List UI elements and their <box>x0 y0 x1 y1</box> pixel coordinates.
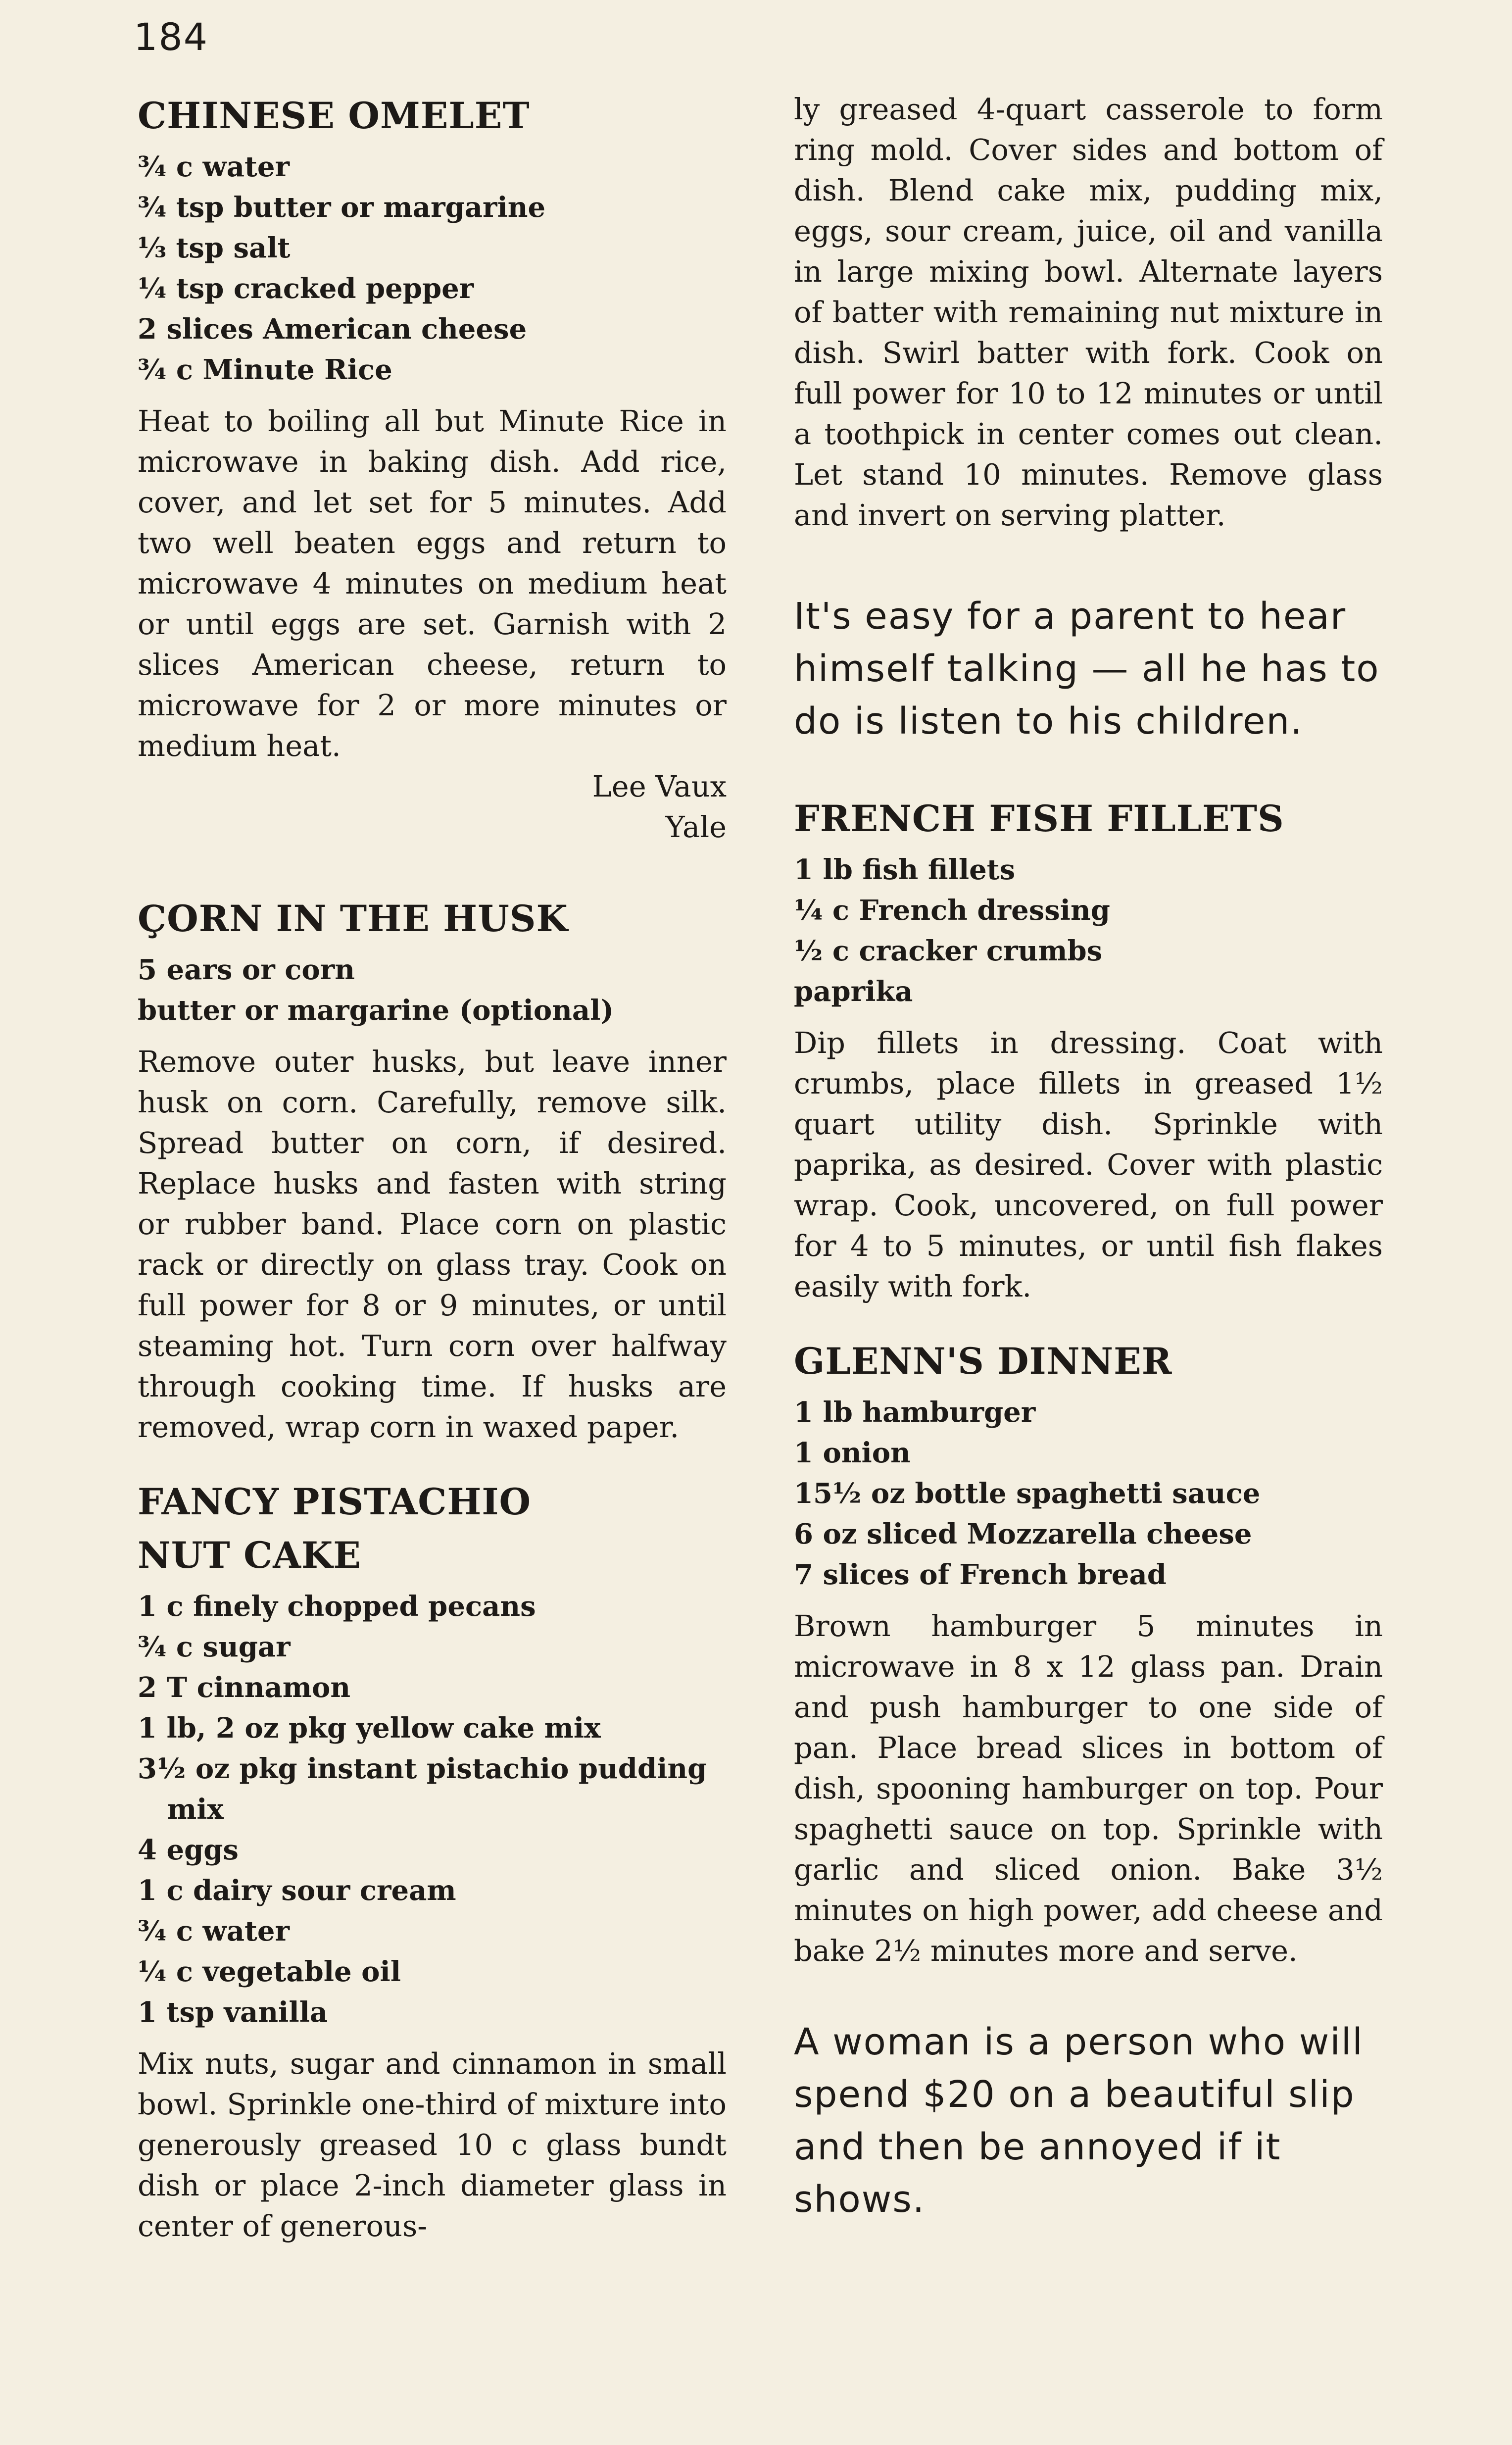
ingredient-item: ¾ c Minute Rice <box>138 353 392 386</box>
ingredient-item: 5 ears or corn <box>138 953 355 986</box>
recipe-credit-name: Lee Vaux <box>592 769 727 803</box>
ingredient-item: paprika <box>794 975 913 1008</box>
ingredient-item: ¾ c water <box>138 150 290 183</box>
recipe-title: FRENCH FISH FILLETS <box>794 798 1284 840</box>
ingredient-item: 1 tsp vanilla <box>138 1996 328 2029</box>
recipe-title-line: FANCY PISTACHIO <box>138 1481 532 1523</box>
recipe-title <box>138 1475 727 1582</box>
ingredient-item: ⅓ tsp salt <box>138 232 291 264</box>
recipe-fancy-pistachio-nut-cake <box>138 1475 727 2246</box>
ingredient-item: 15½ oz bottle spaghetti sauce <box>794 1477 1261 1510</box>
recipe-chinese-omelet <box>138 89 727 848</box>
recipe-credit-place: Yale <box>665 810 727 844</box>
ingredient-item: ½ c cracker crumbs <box>794 935 1103 967</box>
ingredient-list <box>138 147 727 390</box>
quote-parent: It's easy for a parent to hear himself talking — all he has to do is listen to his children. <box>794 595 1380 743</box>
page-number: 184 <box>134 15 209 59</box>
ingredient-item: 1 lb, 2 oz pkg yellow cake mix <box>138 1712 601 1745</box>
ingredient-item: 2 slices American cheese <box>138 313 527 346</box>
ingredient-item: 3½ oz pkg instant pistachio pudding mix <box>138 1752 707 1826</box>
ingredient-item: butter or margarine (optional) <box>138 994 614 1027</box>
ingredient-item: ¾ tsp butter or margarine <box>138 191 546 224</box>
ingredient-item: ¾ c water <box>138 1915 290 1947</box>
right-column <box>794 89 1383 2226</box>
ingredient-item: ¼ c vegetable oil <box>138 1955 401 1988</box>
recipe-title-line: NUT CAKE <box>138 1534 361 1577</box>
recipe-corn-in-the-husk <box>138 892 727 1447</box>
ingredient-item: 4 eggs <box>138 1834 239 1866</box>
quote-woman: A woman is a person who will spend $20 on a beautiful slip and then be annoyed if it shows. <box>794 2021 1364 2221</box>
ingredient-list <box>138 949 727 1031</box>
ingredient-list <box>794 1392 1383 1595</box>
recipe-instructions-continued: ly greased 4-quart casserole to form ring mold. Cover sides and bottom of dish. Blend cake mix, pudding mix, eggs, sour cream, juice, oil and vanilla in large mixing bowl. Alternate layers of batter with remaining nut mixture in dish. Swirl batter with fork. Cook on full power for 10 to 12 minutes or until a toothpick in center comes out clean. Let stand 10 minutes. Remove glass and invert on serving platter. <box>794 92 1383 532</box>
ingredient-item: ¼ tsp cracked pepper <box>138 272 474 305</box>
recipe-title: CHINESE OMELET <box>138 95 530 137</box>
ingredient-list <box>138 1586 727 2033</box>
recipe-instructions: Mix nuts, sugar and cinnamon in small bowl. Sprinkle one-third of mixture into generously greased 10 c glass bundt dish or place 2-inch diameter glass in center of generous- <box>138 2046 727 2243</box>
recipe-instructions: Remove outer husks, but leave inner husk on corn. Carefully, remove silk. Spread butter on corn, if desired. Replace husks and fasten with string or rubber band. Place corn on plastic rack or directly on glass tray. Cook on full power for 8 or 9 minutes, or until steaming hot. Turn corn over halfway through cooking time. If husks are removed, wrap corn in waxed paper. <box>138 1045 727 1444</box>
recipe-instructions: Heat to boiling all but Minute Rice in microwave in baking dish. Add rice, cover, and let set for 5 minutes. Add two well beaten eggs and return to microwave 4 minutes on medium heat or until eggs are set. Garnish with 2 slices American cheese, return to microwave for 2 or more minutes or medium heat. <box>138 404 727 763</box>
ingredient-list <box>794 849 1383 1012</box>
recipe-french-fish-fillets <box>794 792 1383 1307</box>
recipe-instructions: Brown hamburger 5 minutes in microwave in 8 x 12 glass pan. Drain and push hamburger to one side of pan. Place bread slices in bottom of dish, spooning hamburger on top. Pour spaghetti sauce on top. Sprinkle with garlic and sliced onion. Bake 3½ minutes on high power, add cheese and bake 2½ minutes more and serve. <box>794 1609 1383 1968</box>
ingredient-item: 6 oz sliced Mozzarella cheese <box>794 1518 1252 1550</box>
ingredient-item: 1 c finely chopped pecans <box>138 1590 536 1623</box>
recipe-title: GLENN'S DINNER <box>794 1340 1172 1383</box>
recipe-glenns-dinner <box>794 1335 1383 1971</box>
ingredient-item: ¼ c French dressing <box>794 894 1110 927</box>
ingredient-item: 7 slices of French bread <box>794 1558 1167 1591</box>
recipe-title: ÇORN IN THE HUSK <box>138 898 568 940</box>
ingredient-item: 1 lb fish fillets <box>794 853 1016 886</box>
ingredient-item: 1 c dairy sour cream <box>138 1874 456 1907</box>
ingredient-item: 2 T cinnamon <box>138 1671 351 1704</box>
ingredient-item: 1 lb hamburger <box>794 1396 1036 1429</box>
left-column <box>138 89 727 2246</box>
ingredient-item: ¾ c sugar <box>138 1631 291 1663</box>
ingredient-item: 1 onion <box>794 1437 911 1469</box>
recipe-instructions: Dip fillets in dressing. Coat with crumbs, place fillets in greased 1½ quart utility dish. Sprinkle with paprika, as desired. Cover with plastic wrap. Cook, uncovered, on full power for 4 to 5 minutes, or until fish flakes easily with fork. <box>794 1026 1383 1303</box>
